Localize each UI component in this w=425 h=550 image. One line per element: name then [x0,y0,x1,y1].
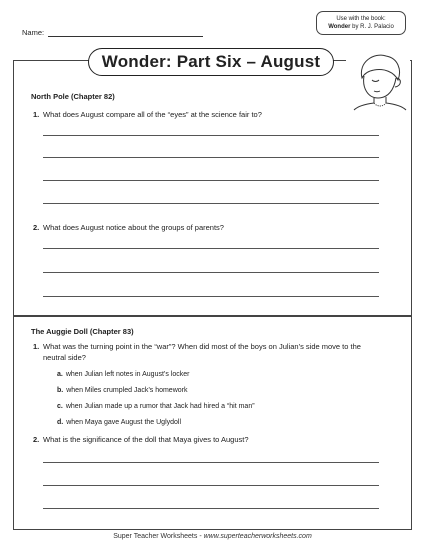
answer-line[interactable] [43,485,379,486]
question-text: What is the significance of the doll that Maya gives to August? [43,435,249,444]
boy-portrait-icon [344,48,412,112]
footer-separator: - [197,533,204,540]
option-letter: b. [57,387,64,394]
question-number: 2. [33,223,40,232]
option-text: when Julian made up a rumor that Jack had hired a “hit man” [65,403,255,410]
option-letter: d. [57,419,64,426]
name-input-line[interactable] [48,29,203,37]
worksheet-title: Wonder: Part Six – August [88,48,334,76]
question-text: What does August notice about the groups of parents? [43,223,224,232]
answer-line[interactable] [43,203,379,204]
question-1-1 [33,109,383,120]
footer-brand: Super Teacher Worksheets [113,533,198,540]
answer-line[interactable] [43,135,379,136]
option-b[interactable] [57,385,187,396]
footer-url-link[interactable]: www.superteacherworksheets.com [203,533,312,540]
option-text: when Miles crumpled Jack’s homework [66,387,188,394]
question-text: What does August compare all of the “eyes” at the science fair to? [43,110,262,119]
question-number: 2. [33,435,40,444]
option-text: when Julian left notes in August’s locker [65,371,190,378]
question-number: 1. [33,342,40,351]
book-title: Wonder [328,24,351,30]
question-number: 1. [33,110,40,119]
book-info-box [316,11,406,35]
question-text: What was the turning point in the “war”? When did most of the boys on Julian’s side move to the neutral side? [43,342,361,362]
answer-line[interactable] [43,180,379,181]
option-d[interactable] [57,417,181,428]
answer-line[interactable] [43,296,379,297]
question-2-1 [33,341,383,363]
section-title-north-pole: North Pole (Chapter 82) [31,92,115,101]
book-author: by R. J. Palacio [350,24,394,30]
question-2-2 [33,434,383,445]
name-label: Name: [22,28,45,37]
name-field-row [22,28,203,37]
option-c[interactable] [57,401,255,412]
book-info-line1: Use with the book: [336,16,386,22]
answer-line[interactable] [43,462,379,463]
option-text: when Maya gave August the Uglydoll [66,419,182,426]
answer-line[interactable] [43,508,379,509]
section-title-auggie-doll: The Auggie Doll (Chapter 83) [31,327,134,336]
question-1-2 [33,222,383,233]
answer-line[interactable] [43,248,379,249]
option-a[interactable] [57,369,189,380]
option-letter: a. [57,371,63,378]
answer-line[interactable] [43,272,379,273]
book-info-line2 [317,23,405,31]
answer-line[interactable] [43,157,379,158]
option-letter: c. [57,403,63,410]
page-footer [0,533,425,540]
